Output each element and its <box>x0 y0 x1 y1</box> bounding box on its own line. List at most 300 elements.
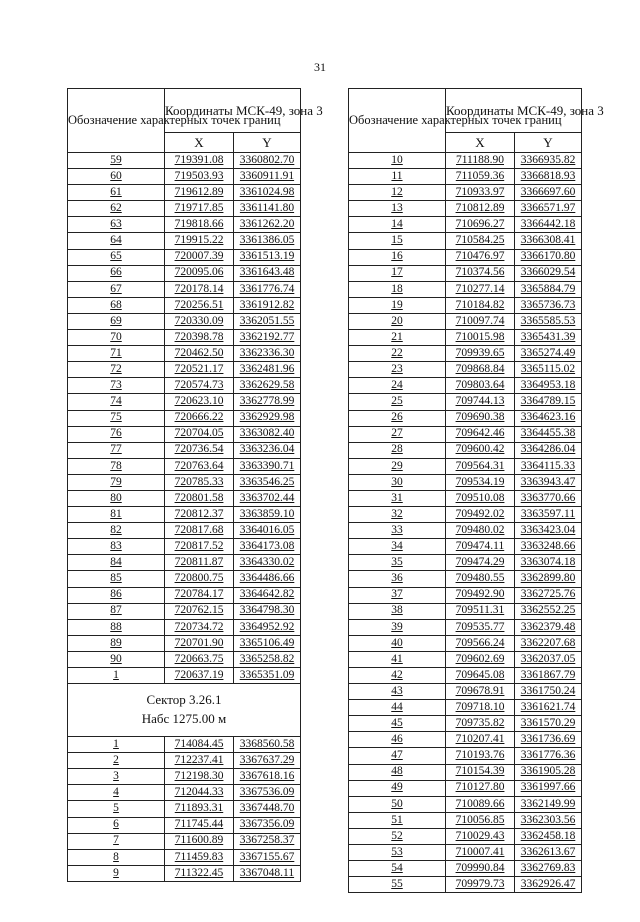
coord-y: 3362899.80 <box>515 571 582 587</box>
coord-x: 711059.36 <box>446 169 515 185</box>
coord-y: 3361262.20 <box>234 217 301 233</box>
point-id: 39 <box>349 619 446 635</box>
table-row <box>349 635 582 651</box>
point-id: 26 <box>349 410 446 426</box>
coordinates-table-left <box>67 88 323 882</box>
coord-y: 3362725.76 <box>515 587 582 603</box>
coordinates-header: Координаты МСК-49, зона 3 <box>446 89 582 133</box>
coord-y: 3363423.04 <box>515 523 582 539</box>
point-id: 64 <box>68 233 165 249</box>
coord-x: 709718.10 <box>446 700 515 716</box>
x-header: X <box>165 133 234 153</box>
coord-x: 719818.66 <box>165 217 234 233</box>
table-row <box>349 571 582 587</box>
coord-y: 3362929.98 <box>234 410 301 426</box>
coord-x: 720785.33 <box>165 474 234 490</box>
point-id: 45 <box>349 716 446 732</box>
coord-x: 719717.85 <box>165 201 234 217</box>
table-row <box>68 217 301 233</box>
point-id: 61 <box>68 185 165 201</box>
table-row <box>349 845 582 861</box>
table-row <box>349 474 582 490</box>
table-row <box>68 330 301 346</box>
coord-y: 3365115.02 <box>515 362 582 378</box>
coord-y: 3361912.82 <box>234 297 301 313</box>
coord-y: 3364455.38 <box>515 426 582 442</box>
point-id: 73 <box>68 378 165 394</box>
point-id: 24 <box>349 378 446 394</box>
point-id: 11 <box>349 169 446 185</box>
coord-x: 720666.22 <box>165 410 234 426</box>
point-id: 78 <box>68 458 165 474</box>
table-row <box>349 668 582 684</box>
coord-x: 710933.97 <box>446 185 515 201</box>
coord-y: 3361570.29 <box>515 716 582 732</box>
point-id: 85 <box>68 571 165 587</box>
point-id: 88 <box>68 619 165 635</box>
coord-y: 3362458.18 <box>515 828 582 844</box>
point-id: 54 <box>349 861 446 877</box>
coord-y: 3362149.99 <box>515 796 582 812</box>
coord-x: 720637.19 <box>165 668 234 684</box>
point-id: 41 <box>349 651 446 667</box>
table-row <box>68 426 301 442</box>
point-id: 33 <box>349 523 446 539</box>
coord-x: 720736.54 <box>165 442 234 458</box>
table-row <box>349 877 582 893</box>
coord-y: 3362552.25 <box>515 603 582 619</box>
point-id: 31 <box>349 490 446 506</box>
point-id: 79 <box>68 474 165 490</box>
table-row <box>68 619 301 635</box>
table-row <box>68 281 301 297</box>
coord-x: 710029.43 <box>446 828 515 844</box>
coord-x: 709979.73 <box>446 877 515 893</box>
coord-x: 720663.75 <box>165 651 234 667</box>
coord-y: 3367448.70 <box>234 801 301 817</box>
coord-y: 3365585.53 <box>515 313 582 329</box>
coord-x: 720007.39 <box>165 249 234 265</box>
coordinates-header: Координаты МСК-49, зона 3 <box>165 89 301 133</box>
coord-x: 709678.91 <box>446 684 515 700</box>
point-id: 51 <box>349 812 446 828</box>
table-row <box>349 426 582 442</box>
table-row <box>349 185 582 201</box>
coord-y: 3361905.28 <box>515 764 582 780</box>
coord-y: 3364330.02 <box>234 555 301 571</box>
table-row <box>349 362 582 378</box>
point-id: 7 <box>68 833 165 849</box>
sector-caption <box>68 684 301 737</box>
coord-x: 709474.11 <box>446 539 515 555</box>
point-id: 80 <box>68 490 165 506</box>
coord-y: 3367356.09 <box>234 817 301 833</box>
table-row <box>68 378 301 394</box>
right-table-body <box>349 153 582 893</box>
coord-x: 709480.02 <box>446 523 515 539</box>
coord-y: 3364953.18 <box>515 378 582 394</box>
point-id: 70 <box>68 330 165 346</box>
table-row <box>68 753 301 769</box>
point-id: 25 <box>349 394 446 410</box>
coord-x: 710277.14 <box>446 281 515 297</box>
point-id: 42 <box>349 668 446 684</box>
table-row <box>349 796 582 812</box>
coord-x: 709939.65 <box>446 346 515 362</box>
coord-x: 709645.08 <box>446 668 515 684</box>
coord-y: 3362051.55 <box>234 313 301 329</box>
coord-x: 720521.17 <box>165 362 234 378</box>
coord-y: 3366308.41 <box>515 233 582 249</box>
coord-y: 3366818.93 <box>515 169 582 185</box>
point-id: 34 <box>349 539 446 555</box>
point-id: 60 <box>68 169 165 185</box>
table-row <box>68 362 301 378</box>
table-row <box>349 619 582 635</box>
table-row <box>349 539 582 555</box>
coord-y: 3362192.77 <box>234 330 301 346</box>
point-id: 20 <box>349 313 446 329</box>
point-id: 89 <box>68 635 165 651</box>
table-row <box>349 748 582 764</box>
table-row <box>349 297 582 313</box>
coord-x: 712198.30 <box>165 769 234 785</box>
coord-y: 3363770.66 <box>515 490 582 506</box>
point-id: 65 <box>68 249 165 265</box>
coord-x: 709868.84 <box>446 362 515 378</box>
coord-x: 710097.74 <box>446 313 515 329</box>
coord-x: 710154.39 <box>446 764 515 780</box>
point-id: 16 <box>349 249 446 265</box>
coord-y: 3363859.10 <box>234 507 301 523</box>
table-row <box>68 603 301 619</box>
coord-y: 3362613.67 <box>515 845 582 861</box>
sector-block <box>68 684 301 737</box>
table-row <box>349 249 582 265</box>
coord-y: 3362926.47 <box>515 877 582 893</box>
coord-y: 3361736.69 <box>515 732 582 748</box>
coord-y: 3365736.73 <box>515 297 582 313</box>
coord-x: 709642.46 <box>446 426 515 442</box>
coord-x: 710089.66 <box>446 796 515 812</box>
table-row <box>68 201 301 217</box>
page-number: 31 <box>314 60 326 74</box>
left-table-body <box>68 153 301 684</box>
table-row <box>68 587 301 603</box>
point-id: 50 <box>349 796 446 812</box>
coord-y: 3361621.74 <box>515 700 582 716</box>
point-id: 48 <box>349 764 446 780</box>
point-id: 46 <box>349 732 446 748</box>
sector-table-body <box>68 737 301 882</box>
coord-x: 720701.90 <box>165 635 234 651</box>
coord-x: 709803.64 <box>446 378 515 394</box>
table-row <box>349 587 582 603</box>
table-row <box>349 555 582 571</box>
table-row <box>349 265 582 281</box>
point-id: 62 <box>68 201 165 217</box>
coord-y: 3364798.30 <box>234 603 301 619</box>
table-row <box>68 249 301 265</box>
table-row <box>68 668 301 684</box>
point-id: 9 <box>68 865 165 881</box>
point-id: 84 <box>68 555 165 571</box>
point-id: 40 <box>349 635 446 651</box>
table-row <box>68 571 301 587</box>
coord-y: 3363390.71 <box>234 458 301 474</box>
table-row <box>68 265 301 281</box>
table-row <box>349 169 582 185</box>
table-row <box>68 394 301 410</box>
table-row <box>68 651 301 667</box>
table-row <box>349 394 582 410</box>
coord-x: 720574.73 <box>165 378 234 394</box>
coord-x: 710476.97 <box>446 249 515 265</box>
point-id: 68 <box>68 297 165 313</box>
coord-y: 3365274.49 <box>515 346 582 362</box>
point-id: 83 <box>68 539 165 555</box>
point-id: 21 <box>349 330 446 346</box>
table-row <box>68 507 301 523</box>
coord-x: 711459.83 <box>165 849 234 865</box>
table-row <box>68 169 301 185</box>
coord-x: 720734.72 <box>165 619 234 635</box>
table-row <box>68 833 301 849</box>
coord-x: 720178.14 <box>165 281 234 297</box>
coord-y: 3365351.09 <box>234 668 301 684</box>
point-id: 4 <box>68 785 165 801</box>
table-row <box>349 346 582 362</box>
table-row <box>68 865 301 881</box>
coord-y: 3362336.30 <box>234 346 301 362</box>
coord-x: 710056.85 <box>446 812 515 828</box>
coord-y: 3362037.05 <box>515 651 582 667</box>
coord-x: 720762.15 <box>165 603 234 619</box>
coord-x: 710007.41 <box>446 845 515 861</box>
table-row <box>349 764 582 780</box>
coord-x: 720817.68 <box>165 523 234 539</box>
coord-x: 709492.90 <box>446 587 515 603</box>
coord-y: 3367637.29 <box>234 753 301 769</box>
table-row <box>349 684 582 700</box>
coord-y: 3364486.66 <box>234 571 301 587</box>
coord-x: 709602.69 <box>446 651 515 667</box>
coord-y: 3362379.48 <box>515 619 582 635</box>
table-row <box>349 861 582 877</box>
point-id: 29 <box>349 458 446 474</box>
point-id: 30 <box>349 474 446 490</box>
coord-y: 3367155.67 <box>234 849 301 865</box>
coord-y: 3364115.33 <box>515 458 582 474</box>
coord-y: 3362481.96 <box>234 362 301 378</box>
point-id: 2 <box>68 753 165 769</box>
coord-x: 712044.33 <box>165 785 234 801</box>
x-header: X <box>446 133 515 153</box>
coord-x: 709492.02 <box>446 507 515 523</box>
coord-x: 720812.37 <box>165 507 234 523</box>
table-row <box>68 769 301 785</box>
coord-y: 3364286.04 <box>515 442 582 458</box>
table-row <box>349 458 582 474</box>
table-row <box>349 217 582 233</box>
coord-y: 3367048.11 <box>234 865 301 881</box>
table-row <box>349 716 582 732</box>
coord-y: 3361024.98 <box>234 185 301 201</box>
coord-x: 709510.08 <box>446 490 515 506</box>
coord-y: 3365431.39 <box>515 330 582 346</box>
coord-x: 709480.55 <box>446 571 515 587</box>
coord-x: 709534.19 <box>446 474 515 490</box>
table-row <box>68 474 301 490</box>
coord-x: 720256.51 <box>165 297 234 313</box>
point-id: 49 <box>349 780 446 796</box>
table-row <box>68 297 301 313</box>
point-id: 35 <box>349 555 446 571</box>
coord-x: 711893.31 <box>165 801 234 817</box>
point-id: 59 <box>68 153 165 169</box>
table-row <box>349 828 582 844</box>
coord-x: 709535.77 <box>446 619 515 635</box>
coord-y: 3363074.18 <box>515 555 582 571</box>
point-id: 8 <box>68 849 165 865</box>
table-row <box>349 410 582 426</box>
table-row <box>68 817 301 833</box>
y-header: Y <box>515 133 582 153</box>
coord-y: 3366170.80 <box>515 249 582 265</box>
coord-y: 3362769.83 <box>515 861 582 877</box>
y-header: Y <box>234 133 301 153</box>
table-row <box>349 281 582 297</box>
point-id: 6 <box>68 817 165 833</box>
table-row <box>349 330 582 346</box>
coord-x: 710696.27 <box>446 217 515 233</box>
coord-x: 719612.89 <box>165 185 234 201</box>
coord-x: 710812.89 <box>446 201 515 217</box>
point-header: Обозначение характерных точек границ <box>349 89 446 153</box>
coord-x: 711188.90 <box>446 153 515 169</box>
point-id: 13 <box>349 201 446 217</box>
coord-y: 3363546.25 <box>234 474 301 490</box>
coord-y: 3361141.80 <box>234 201 301 217</box>
coord-x: 720811.87 <box>165 555 234 571</box>
table-row <box>349 313 582 329</box>
table-row <box>349 507 582 523</box>
point-id: 67 <box>68 281 165 297</box>
coord-y: 3361776.74 <box>234 281 301 297</box>
table-row <box>349 523 582 539</box>
point-id: 47 <box>349 748 446 764</box>
coord-x: 711745.44 <box>165 817 234 833</box>
coord-y: 3360802.70 <box>234 153 301 169</box>
table-row <box>68 346 301 362</box>
table-row <box>68 233 301 249</box>
coord-y: 3366029.54 <box>515 265 582 281</box>
table-row <box>349 780 582 796</box>
coord-y: 3367258.37 <box>234 833 301 849</box>
coordinates-table-right <box>348 88 604 893</box>
coord-y: 3365106.49 <box>234 635 301 651</box>
table-row <box>68 153 301 169</box>
point-id: 82 <box>68 523 165 539</box>
point-id: 38 <box>349 603 446 619</box>
coord-y: 3360911.91 <box>234 169 301 185</box>
coord-y: 3363597.11 <box>515 507 582 523</box>
point-id: 5 <box>68 801 165 817</box>
point-id: 23 <box>349 362 446 378</box>
point-id: 44 <box>349 700 446 716</box>
table-row <box>68 458 301 474</box>
point-id: 19 <box>349 297 446 313</box>
table-row <box>349 812 582 828</box>
coord-x: 709511.31 <box>446 603 515 619</box>
coord-x: 720095.06 <box>165 265 234 281</box>
coord-x: 720623.10 <box>165 394 234 410</box>
coord-x: 714084.45 <box>165 737 234 753</box>
coord-y: 3366697.60 <box>515 185 582 201</box>
coord-y: 3361750.24 <box>515 684 582 700</box>
coord-x: 710207.41 <box>446 732 515 748</box>
point-id: 36 <box>349 571 446 587</box>
point-id: 43 <box>349 684 446 700</box>
coord-x: 709990.84 <box>446 861 515 877</box>
point-id: 1 <box>68 737 165 753</box>
table-row <box>68 849 301 865</box>
coord-y: 3366935.82 <box>515 153 582 169</box>
point-id: 76 <box>68 426 165 442</box>
point-id: 87 <box>68 603 165 619</box>
point-id: 66 <box>68 265 165 281</box>
point-id: 77 <box>68 442 165 458</box>
point-id: 52 <box>349 828 446 844</box>
coord-y: 3367536.09 <box>234 785 301 801</box>
point-id: 53 <box>349 845 446 861</box>
coord-y: 3361997.66 <box>515 780 582 796</box>
table-row <box>68 801 301 817</box>
coord-x: 709564.31 <box>446 458 515 474</box>
table-row <box>68 635 301 651</box>
point-id: 28 <box>349 442 446 458</box>
coord-y: 3363248.66 <box>515 539 582 555</box>
point-id: 32 <box>349 507 446 523</box>
point-id: 10 <box>349 153 446 169</box>
point-id: 63 <box>68 217 165 233</box>
coord-y: 3366571.97 <box>515 201 582 217</box>
coord-x: 719915.22 <box>165 233 234 249</box>
coord-y: 3368560.58 <box>234 737 301 753</box>
table-row <box>349 732 582 748</box>
table-row <box>349 153 582 169</box>
point-id: 75 <box>68 410 165 426</box>
table-row <box>349 603 582 619</box>
coord-y: 3364642.82 <box>234 587 301 603</box>
table-row <box>349 490 582 506</box>
point-id: 1 <box>68 668 165 684</box>
coord-y: 3363943.47 <box>515 474 582 490</box>
table-row <box>68 490 301 506</box>
coord-x: 709474.29 <box>446 555 515 571</box>
coord-y: 3364789.15 <box>515 394 582 410</box>
coord-x: 710584.25 <box>446 233 515 249</box>
coord-x: 720763.64 <box>165 458 234 474</box>
point-id: 86 <box>68 587 165 603</box>
coord-y: 3362629.58 <box>234 378 301 394</box>
coord-y: 3363082.40 <box>234 426 301 442</box>
coord-y: 3363236.04 <box>234 442 301 458</box>
sector-height: Набс 1275.00 м <box>141 711 227 727</box>
point-header: Обозначение характерных точек границ <box>68 89 165 153</box>
coord-y: 3364623.16 <box>515 410 582 426</box>
point-id: 3 <box>68 769 165 785</box>
